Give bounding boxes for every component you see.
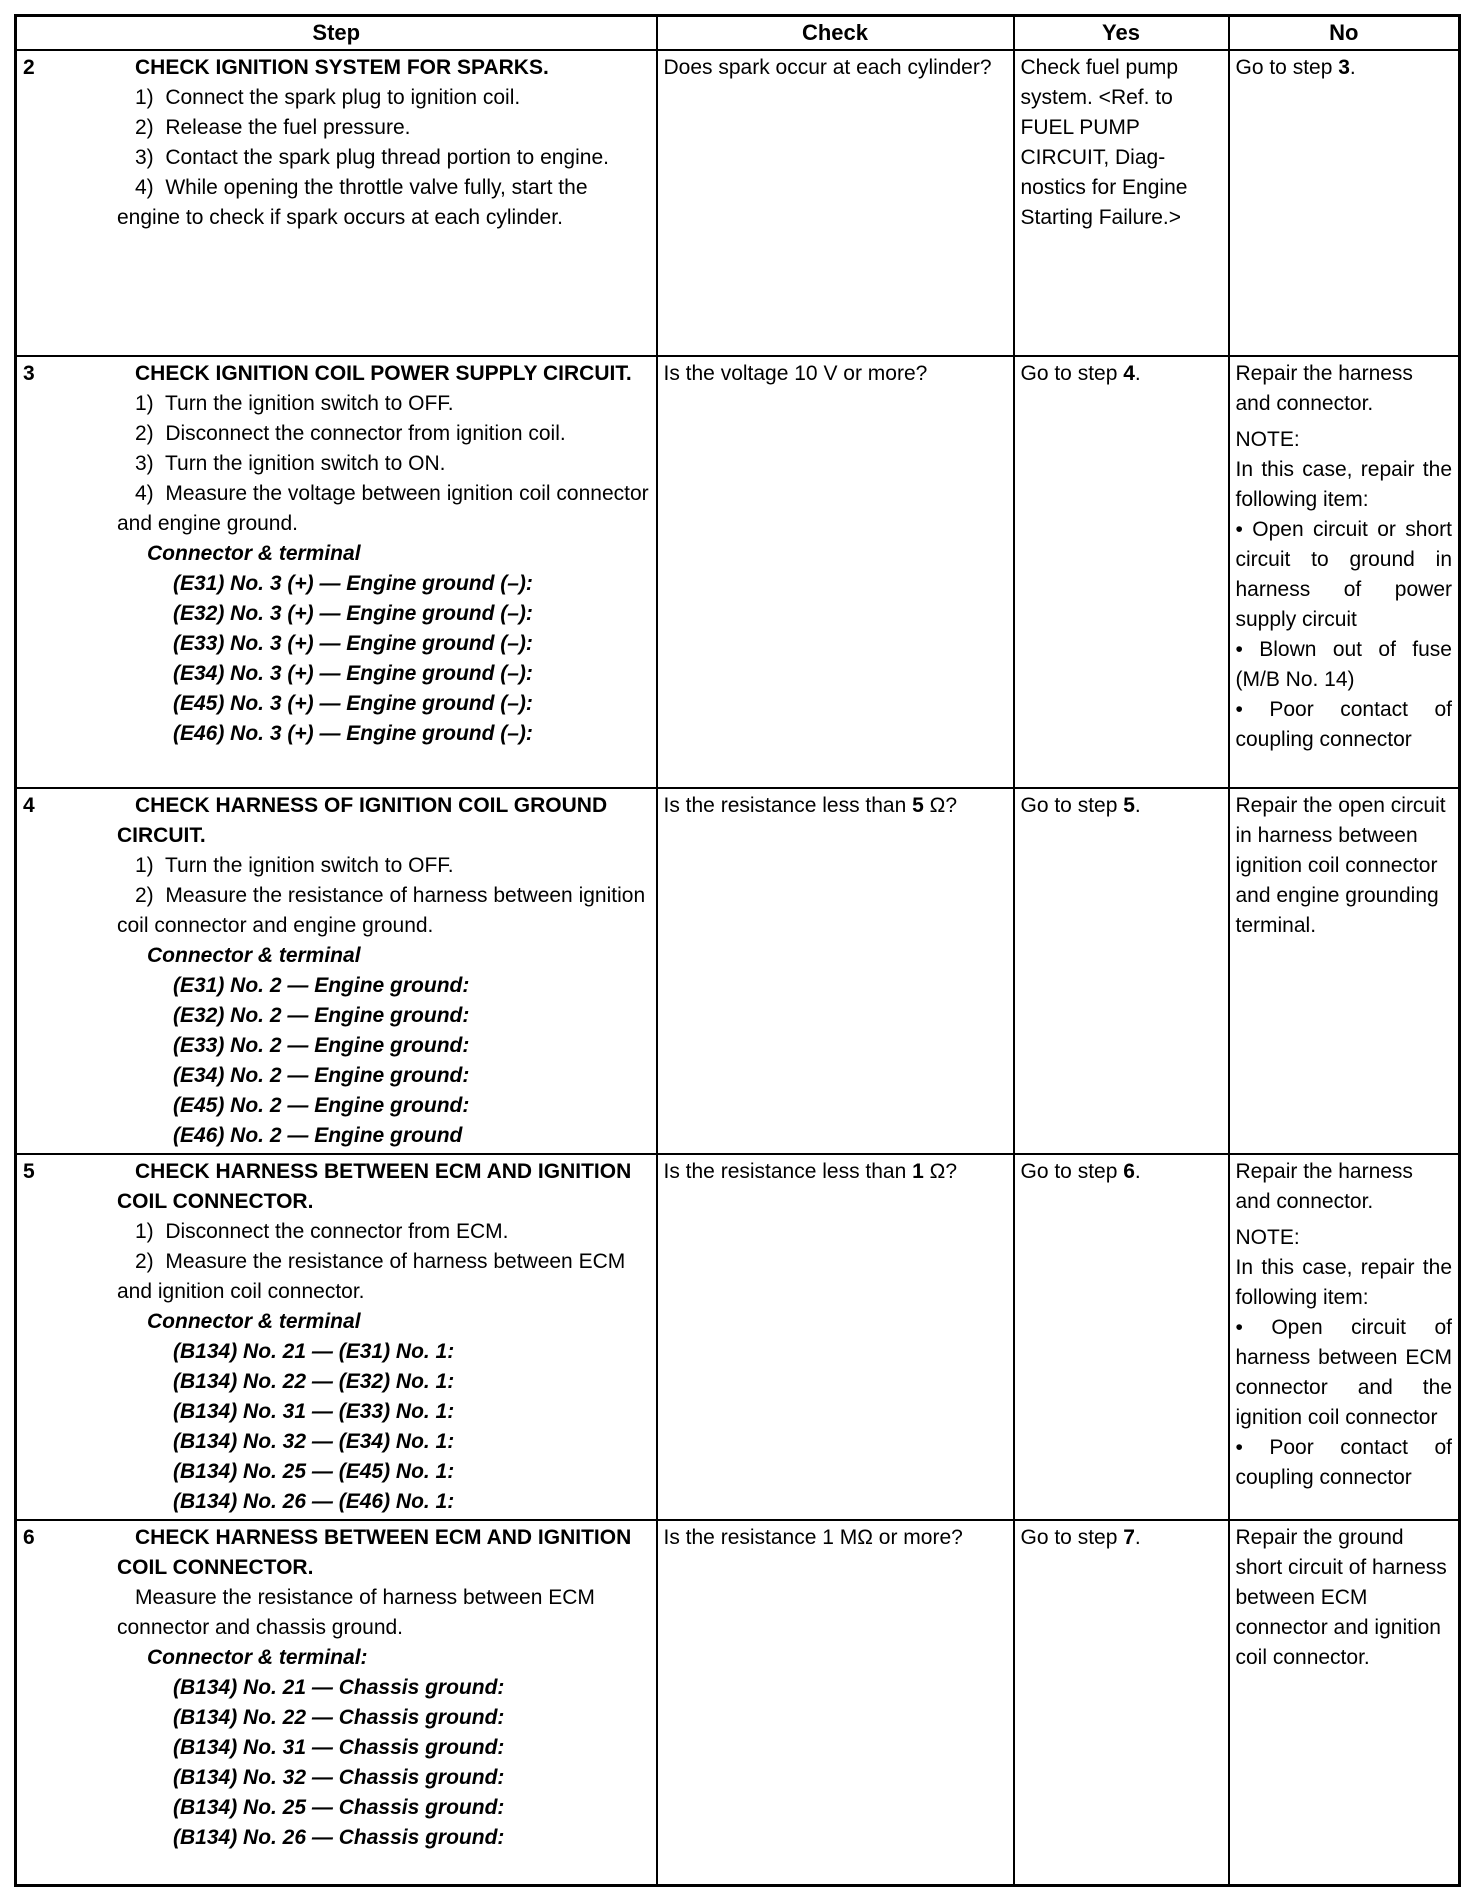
- text-segment: (B134) No. 21 — Chassis ground:: [173, 1675, 505, 1699]
- step-cell-inner: [23, 53, 650, 233]
- text-segment: CHECK HARNESS OF IGNITION COIL GROUND CIRCUIT.: [117, 793, 608, 847]
- paragraph-ct: [147, 941, 650, 971]
- paragraph-term: [173, 1487, 650, 1517]
- paragraph-ct: [147, 539, 650, 569]
- step-cell-inner: [23, 791, 650, 1151]
- step-cell-inner: [23, 1157, 650, 1517]
- text-segment: Go to step: [1020, 1525, 1124, 1549]
- paragraph-plain: [117, 389, 650, 419]
- text-segment: 4) Measure the voltage between ignition coil connector and engine ground.: [117, 481, 649, 535]
- step-cell: [16, 356, 657, 788]
- text-segment: (B134) No. 22 — (E32) No. 1:: [173, 1369, 455, 1393]
- paragraph-plain: [117, 1247, 650, 1307]
- paragraph-plain: [117, 143, 650, 173]
- paragraph-plain: [1236, 359, 1453, 419]
- text-segment: 2) Measure the resistance of harness between ignition coil connector and engine ground.: [117, 883, 646, 937]
- text-segment: Is the voltage 10 V or more?: [663, 361, 928, 385]
- yes-cell: [1014, 1154, 1229, 1520]
- step-row: [16, 1154, 1460, 1520]
- step-cell-inner: [23, 359, 650, 749]
- text-segment: (E31) No. 2 — Engine ground:: [173, 973, 470, 997]
- text-segment: (E46) No. 3 (+) — Engine ground (–):: [173, 721, 533, 745]
- step-row: [16, 788, 1460, 1154]
- paragraph-plain: [117, 449, 650, 479]
- paragraph-term: [173, 1427, 650, 1457]
- text-segment: Ω?: [923, 793, 958, 817]
- text-segment: 5: [912, 793, 924, 817]
- step-instructions: [117, 1157, 650, 1517]
- paragraph-plain: [664, 791, 1007, 821]
- table-header: [16, 16, 1460, 50]
- check-cell: [657, 50, 1014, 356]
- text-segment: 4: [1123, 361, 1135, 385]
- paragraph-plain: [117, 83, 650, 113]
- paragraph-plain: [1236, 53, 1453, 83]
- text-segment: (E34) No. 2 — Engine ground:: [173, 1063, 470, 1087]
- paragraph-bullet: [1236, 515, 1453, 635]
- text-segment: Connector & terminal: [147, 943, 361, 967]
- text-segment: • Poor contact of coupling connector: [1235, 1435, 1452, 1489]
- text-segment: 7: [1123, 1525, 1135, 1549]
- step-cell: [16, 50, 657, 356]
- paragraph-term: [173, 1703, 650, 1733]
- paragraph-term: [173, 689, 650, 719]
- paragraph-title: [117, 1157, 650, 1217]
- text-segment: CHECK HARNESS BETWEEN ECM AND IGNITION COIL CONNECTOR.: [117, 1159, 632, 1213]
- text-segment: Does spark occur at each cylinder?: [663, 55, 992, 79]
- text-segment: 3: [1338, 55, 1350, 79]
- text-segment: 6: [1123, 1159, 1135, 1183]
- text-segment: Go to step: [1020, 361, 1124, 385]
- paragraph-ct: [147, 1643, 650, 1673]
- text-segment: In this case, repair the following item:: [1235, 1255, 1452, 1309]
- paragraph-ct: [147, 1307, 650, 1337]
- yes-cell: [1014, 50, 1229, 356]
- step-cell-inner: [23, 1523, 650, 1853]
- text-segment: Go to step: [1020, 1159, 1124, 1183]
- text-segment: NOTE:: [1235, 1225, 1300, 1249]
- paragraph-term: [173, 1457, 650, 1487]
- step-number: 6: [23, 1525, 35, 1549]
- paragraph-justify: [1236, 1253, 1453, 1313]
- step-cell: [16, 788, 657, 1154]
- text-segment: (E33) No. 2 — Engine ground:: [173, 1033, 470, 1057]
- text-segment: (B134) No. 32 — Chassis ground:: [173, 1765, 505, 1789]
- table-body: [16, 50, 1460, 1886]
- step-cell: [16, 1520, 657, 1886]
- step-number: 3: [23, 361, 35, 385]
- paragraph-plain: [117, 419, 650, 449]
- paragraph-plain: [117, 1217, 650, 1247]
- paragraph-plain: [1021, 1523, 1222, 1553]
- text-segment: (E31) No. 3 (+) — Engine ground (–):: [173, 571, 533, 595]
- paragraph-plain: [664, 1523, 1007, 1553]
- text-segment: (B134) No. 21 — (E31) No. 1:: [173, 1339, 455, 1363]
- paragraph-plain: [1021, 791, 1222, 821]
- column-header-step: Step: [16, 16, 657, 50]
- text-segment: • Blown out of fuse (M/B No. 14): [1235, 637, 1452, 691]
- paragraph-term: [173, 971, 650, 1001]
- step-row: [16, 1520, 1460, 1886]
- column-header-check: Check: [657, 16, 1014, 50]
- text-segment: (B134) No. 31 — Chassis ground:: [173, 1735, 505, 1759]
- text-segment: • Open circuit or short circuit to ground in harness of power supply circuit: [1235, 517, 1452, 631]
- paragraph-note: [1236, 425, 1453, 455]
- step-instructions: [117, 53, 650, 233]
- text-segment: .: [1134, 793, 1141, 817]
- paragraph-term: [173, 629, 650, 659]
- text-segment: CHECK IGNITION SYSTEM FOR SPARKS.: [135, 55, 549, 79]
- paragraph-term: [173, 1061, 650, 1091]
- text-segment: Is the resistance 1 MΩ or more?: [663, 1525, 963, 1549]
- paragraph-term: [173, 1001, 650, 1031]
- text-segment: (B134) No. 31 — (E33) No. 1:: [173, 1399, 455, 1423]
- text-segment: 1) Turn the ignition switch to OFF.: [135, 853, 454, 877]
- paragraph-plain: [117, 113, 650, 143]
- paragraph-term: [173, 1337, 650, 1367]
- step-number: 4: [23, 793, 35, 817]
- paragraph-term: [173, 1031, 650, 1061]
- paragraph-title: [117, 791, 650, 851]
- text-segment: Ω?: [923, 1159, 958, 1183]
- text-segment: Is the resistance less than: [663, 1159, 913, 1183]
- step-instructions: [117, 1523, 650, 1853]
- step-cell: [16, 1154, 657, 1520]
- paragraph-note: [1236, 1223, 1453, 1253]
- text-segment: Go to step: [1235, 55, 1339, 79]
- paragraph-term: [173, 1763, 650, 1793]
- paragraph-plain: [1236, 791, 1453, 941]
- check-cell: [657, 1520, 1014, 1886]
- no-cell: [1229, 50, 1460, 356]
- paragraph-term: [173, 1733, 650, 1763]
- text-segment: 3) Turn the ignition switch to ON.: [135, 451, 446, 475]
- paragraph-plain: [117, 173, 650, 233]
- paragraph-plain: [117, 479, 650, 539]
- paragraph-term: [173, 1823, 650, 1853]
- paragraph-bullet: [1236, 1433, 1453, 1493]
- text-segment: (E45) No. 3 (+) — Engine ground (–):: [173, 691, 533, 715]
- paragraph-term: [173, 599, 650, 629]
- paragraph-term: [173, 659, 650, 689]
- text-segment: (E32) No. 3 (+) — Engine ground (–):: [173, 601, 533, 625]
- text-segment: CHECK HARNESS BETWEEN ECM AND IGNITION COIL CONNECTOR.: [117, 1525, 632, 1579]
- step-row: [16, 50, 1460, 356]
- step-instructions: [117, 359, 650, 749]
- text-segment: .: [1134, 1525, 1141, 1549]
- text-segment: (E45) No. 2 — Engine ground:: [173, 1093, 470, 1117]
- paragraph-plain: [664, 359, 1007, 389]
- no-cell: [1229, 1520, 1460, 1886]
- paragraph-title: [117, 359, 650, 389]
- column-header-no: No: [1229, 16, 1460, 50]
- check-cell: [657, 788, 1014, 1154]
- text-segment: 1) Connect the spark plug to ignition coil.: [135, 85, 521, 109]
- paragraph-plain: [664, 53, 1007, 83]
- paragraph-term: [173, 569, 650, 599]
- text-segment: Repair the ground short circuit of harness between ECM connector and ignition coil connector.: [1235, 1525, 1447, 1669]
- text-segment: 2) Release the fuel pressure.: [135, 115, 411, 139]
- paragraph-plain: [1021, 1157, 1222, 1187]
- text-segment: (B134) No. 26 — (E46) No. 1:: [173, 1489, 455, 1513]
- text-segment: Go to step: [1020, 793, 1124, 817]
- yes-cell: [1014, 1520, 1229, 1886]
- column-header-yes: Yes: [1014, 16, 1229, 50]
- header-row: [16, 16, 1460, 50]
- paragraph-plain: [117, 1583, 650, 1643]
- text-segment: 3) Contact the spark plug thread portion to engine.: [135, 145, 609, 169]
- text-segment: .: [1134, 361, 1141, 385]
- no-cell: [1229, 788, 1460, 1154]
- text-segment: (E32) No. 2 — Engine ground:: [173, 1003, 470, 1027]
- diagnostic-table: [14, 14, 1461, 1887]
- text-segment: Connector & terminal: [147, 1309, 361, 1333]
- text-segment: Repair the open circuit in harness between ignition coil connector and engine grounding terminal.: [1235, 793, 1446, 937]
- paragraph-title: [117, 1523, 650, 1583]
- paragraph-plain: [1236, 1523, 1453, 1673]
- step-number: 2: [23, 55, 35, 79]
- paragraph-bullet: [1236, 635, 1453, 695]
- paragraph-plain: [1021, 53, 1222, 233]
- paragraph-term: [173, 1121, 650, 1151]
- paragraph-plain: [1236, 1157, 1453, 1217]
- text-segment: Connector & terminal:: [147, 1645, 368, 1669]
- text-segment: (B134) No. 26 — Chassis ground:: [173, 1825, 505, 1849]
- paragraph-term: [173, 1367, 650, 1397]
- text-segment: (B134) No. 32 — (E34) No. 1:: [173, 1429, 455, 1453]
- text-segment: .: [1349, 55, 1356, 79]
- text-segment: 4) While opening the throttle valve fully, start the engine to check if spark occurs at each cylinder.: [117, 175, 588, 229]
- text-segment: 1) Disconnect the connector from ECM.: [135, 1219, 509, 1243]
- paragraph-term: [173, 1793, 650, 1823]
- text-segment: Measure the resistance of harness between ECM connector and chassis ground.: [117, 1585, 595, 1639]
- text-segment: (B134) No. 25 — (E45) No. 1:: [173, 1459, 455, 1483]
- paragraph-title: [117, 53, 650, 83]
- text-segment: • Poor contact of coupling connector: [1235, 697, 1452, 751]
- paragraph-plain: [1021, 359, 1222, 389]
- text-segment: (E46) No. 2 — Engine ground: [173, 1123, 463, 1147]
- paragraph-bullet: [1236, 1313, 1453, 1433]
- text-segment: NOTE:: [1235, 427, 1300, 451]
- text-segment: .: [1134, 1159, 1141, 1183]
- paragraph-plain: [117, 851, 650, 881]
- text-segment: 5: [1123, 793, 1135, 817]
- paragraph-term: [173, 1397, 650, 1427]
- paragraph-term: [173, 719, 650, 749]
- paragraph-term: [173, 1091, 650, 1121]
- text-segment: Is the resistance less than: [663, 793, 913, 817]
- paragraph-plain: [664, 1157, 1007, 1187]
- paragraph-justify: [1236, 455, 1453, 515]
- step-instructions: [117, 791, 650, 1151]
- text-segment: 2) Measure the resistance of harness between ECM and ignition coil connector.: [117, 1249, 626, 1303]
- no-cell: [1229, 356, 1460, 788]
- text-segment: • Open circuit of harness between ECM connector and the ignition coil connector: [1235, 1315, 1452, 1429]
- text-segment: (B134) No. 25 — Chassis ground:: [173, 1795, 505, 1819]
- text-segment: 1: [912, 1159, 924, 1183]
- text-segment: Repair the harness and connector.: [1235, 361, 1413, 415]
- text-segment: Repair the harness and connector.: [1235, 1159, 1413, 1213]
- text-segment: CHECK IGNITION COIL POWER SUPPLY CIRCUIT.: [135, 361, 632, 385]
- text-segment: 2) Disconnect the connector from ignition coil.: [135, 421, 566, 445]
- text-segment: (E33) No. 3 (+) — Engine ground (–):: [173, 631, 533, 655]
- text-segment: (E34) No. 3 (+) — Engine ground (–):: [173, 661, 533, 685]
- text-segment: Check fuel pump system. <Ref. to FUEL PUMP CIRCUIT, Diagnostics for Engine Starting Failure.>: [1020, 55, 1188, 229]
- check-cell: [657, 1154, 1014, 1520]
- no-cell: [1229, 1154, 1460, 1520]
- paragraph-term: [173, 1673, 650, 1703]
- yes-cell: [1014, 788, 1229, 1154]
- text-segment: Connector & terminal: [147, 541, 361, 565]
- paragraph-bullet: [1236, 695, 1453, 755]
- yes-cell: [1014, 356, 1229, 788]
- paragraph-plain: [117, 881, 650, 941]
- step-number: 5: [23, 1159, 35, 1183]
- text-segment: In this case, repair the following item:: [1235, 457, 1452, 511]
- text-segment: (B134) No. 22 — Chassis ground:: [173, 1705, 505, 1729]
- step-row: [16, 356, 1460, 788]
- text-segment: 1) Turn the ignition switch to OFF.: [135, 391, 454, 415]
- check-cell: [657, 356, 1014, 788]
